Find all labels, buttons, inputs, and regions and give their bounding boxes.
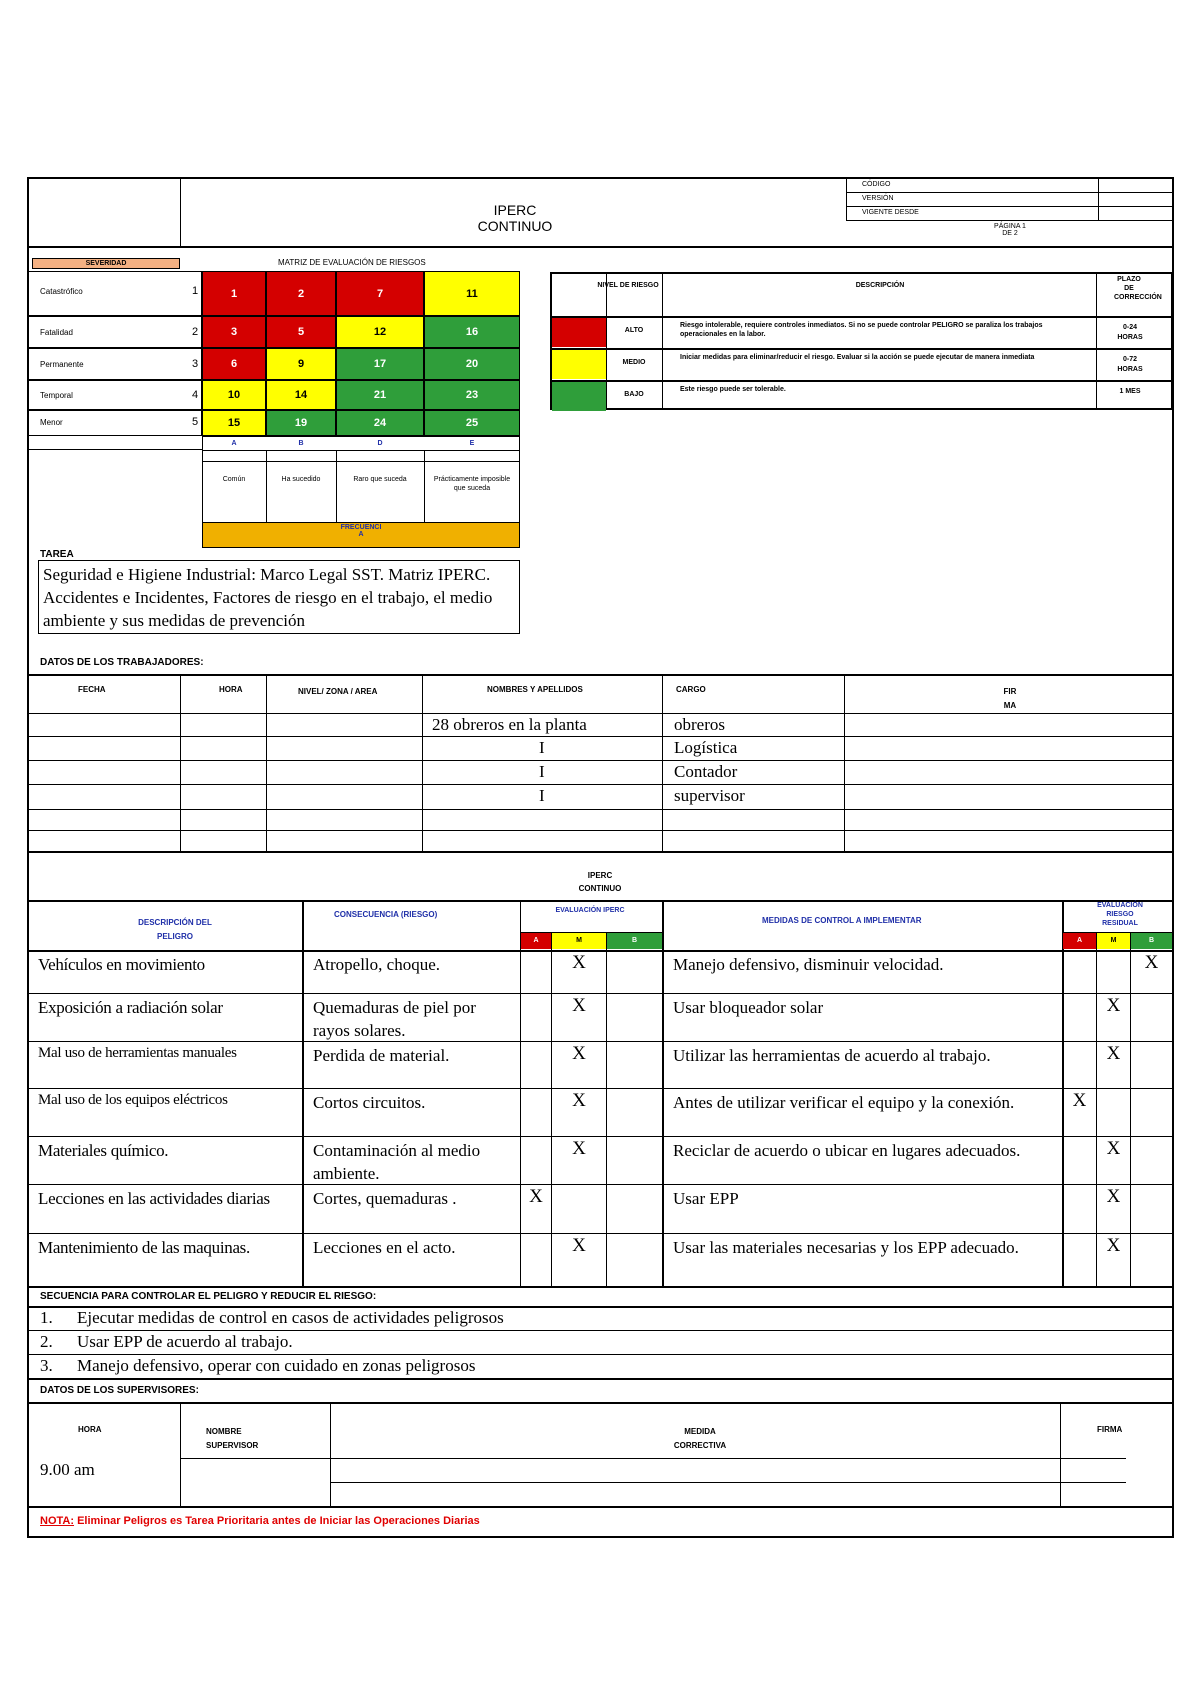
- matrix-cell: 24: [336, 410, 424, 436]
- matrix-cell: 19: [266, 410, 336, 436]
- residual-mark: X: [1106, 995, 1121, 1016]
- page-number: PÁGINA 1 DE 2: [994, 223, 1026, 237]
- hazard-peligro: Mal uso de herramientas manuales: [38, 1045, 237, 1061]
- hazard-row-divider: [28, 1184, 1173, 1185]
- frequency-letter: B: [298, 440, 304, 447]
- matrix-cell: 15: [202, 410, 266, 436]
- sequence-item: Ejecutar medidas de control en casos de actividades peligrosos: [77, 1308, 504, 1327]
- hazards-header-peligro: DESCRIPCIÓN DEL PELIGRO: [138, 918, 212, 941]
- frequency-letter: E: [469, 440, 475, 447]
- hazard-consecuencia: Cortos circuitos.: [313, 1093, 426, 1112]
- severity-number: 2: [192, 326, 199, 338]
- hazard-row-divider: [28, 1233, 1173, 1234]
- severity-number: 4: [192, 389, 199, 401]
- hazard-peligro: Mantenimiento de las maquinas.: [38, 1238, 250, 1257]
- risk-level-swatch: [552, 350, 606, 379]
- matrix-cell: 3: [202, 316, 266, 348]
- matrix-title: MATRIZ DE EVALUACIÓN DE RIESGOS: [278, 258, 426, 267]
- risk-level-plazo: 1 MES: [1119, 388, 1141, 395]
- eval-mark: X: [572, 995, 586, 1016]
- frequency-letter: D: [377, 440, 383, 447]
- frequency-divider: [424, 450, 425, 522]
- hazard-medida: Usar las materiales necesarias y los EPP adecuado.: [673, 1238, 1019, 1257]
- residual-mark: X: [1106, 1235, 1121, 1256]
- sequence-number: 3.: [40, 1356, 53, 1375]
- sup-header-firma: FIRMA: [1097, 1425, 1123, 1434]
- residual-b-header: B: [1131, 933, 1172, 949]
- risk-level-name: ALTO: [624, 327, 644, 334]
- frequency-divider: [266, 450, 267, 522]
- risk-level-plazo: 0-72 HORAS: [1117, 356, 1143, 373]
- tarea-label: TAREA: [40, 549, 74, 560]
- matrix-cell: 16: [424, 316, 520, 348]
- worker-name: I: [539, 786, 545, 805]
- matrix-cell: 25: [424, 410, 520, 436]
- worker-cargo: obreros: [674, 715, 725, 734]
- risk-level-description: Riesgo intolerable, requiere controles inmediatos. Si no se puede controlar PELIGRO se paraliza los trabajos operacionales en la labor.: [680, 322, 1043, 338]
- matrix-cell: 12: [336, 316, 424, 348]
- meta-vigente-label: VIGENTE DESDE: [862, 209, 919, 216]
- hazard-peligro: Lecciones en las actividades diarias: [38, 1189, 270, 1208]
- sup-header-nombre: NOMBRE SUPERVISOR: [206, 1427, 259, 1450]
- sequence-item: Usar EPP de acuerdo al trabajo.: [77, 1332, 293, 1351]
- sequence-number: 1.: [40, 1308, 53, 1327]
- risk-level-plazo: 0-24 HORAS: [1117, 324, 1143, 341]
- hazard-row-divider: [28, 1088, 1173, 1089]
- hazard-medida: Utilizar las herramientas de acuerdo al trabajo.: [673, 1046, 991, 1065]
- risk-level-description: Iniciar medidas para eliminar/reducir el riesgo. Evaluar si la acción se puede ejecutar de manera inmediata: [680, 354, 1035, 361]
- hazard-medida: Usar bloqueador solar: [673, 998, 824, 1017]
- hazard-medida: Usar EPP: [673, 1189, 739, 1208]
- worker-name: 28 obreros en la planta: [432, 715, 587, 734]
- matrix-cell: 14: [266, 380, 336, 410]
- eval-mark: X: [572, 952, 586, 973]
- hazard-consecuencia: Perdida de material.: [313, 1046, 450, 1065]
- sequence-item: Manejo defensivo, operar con cuidado en zonas peligrosos: [77, 1356, 476, 1375]
- hazard-consecuencia: Cortes, quemaduras .: [313, 1189, 457, 1208]
- severity-label-4: Temporal: [40, 391, 73, 400]
- sequence-number: 2.: [40, 1332, 53, 1351]
- eval-a-header: A: [521, 933, 551, 949]
- nota-text: Eliminar Peligros es Tarea Prioritaria antes de Iniciar las Operaciones Diarias: [74, 1515, 480, 1527]
- frequency-description: Prácticamente imposible que suceda: [433, 476, 511, 492]
- hazard-peligro: Exposición a radiación solar: [38, 998, 223, 1017]
- risk-level-name: BAJO: [624, 391, 644, 398]
- severity-label-1: Catastrófico: [40, 287, 83, 296]
- risk-level-name: MEDIO: [622, 359, 646, 366]
- hazard-consecuencia: Lecciones en el acto.: [313, 1238, 456, 1257]
- workers-header-cargo: CARGO: [676, 685, 706, 694]
- hazard-consecuencia: Quemaduras de piel por rayos solares.: [313, 998, 476, 1040]
- severity-label-3: Permanente: [40, 360, 84, 369]
- nota: [40, 1515, 480, 1527]
- matrix-cell: 20: [424, 348, 520, 380]
- hazards-header-evaluacion: EVALUACIÓN IPERC: [555, 907, 625, 914]
- eval-mark: X: [572, 1235, 586, 1256]
- worker-name: I: [539, 738, 545, 757]
- hazard-row-divider: [28, 1041, 1173, 1042]
- levels-header-plazo: PLAZO DE CORRECCIÓN: [1114, 276, 1162, 301]
- eval-mark: X: [529, 1186, 543, 1207]
- hazard-peligro: Vehículos en movimiento: [38, 955, 205, 974]
- meta-codigo-label: CÓDIGO: [862, 181, 891, 188]
- hazard-row-divider: [28, 1136, 1173, 1137]
- frequency-label: FRECUENCI A: [340, 524, 382, 538]
- severity-label-5: Menor: [40, 418, 63, 427]
- workers-section-label: DATOS DE LOS TRABAJADORES:: [40, 657, 204, 668]
- residual-a-header: A: [1063, 933, 1096, 949]
- sup-header-medida: MEDIDA CORRECTIVA: [673, 1427, 727, 1450]
- hazard-row-divider: [28, 993, 1173, 994]
- sup-hora-value: 9.00 am: [40, 1460, 95, 1479]
- meta-version-label: VERSIÓN: [862, 195, 894, 202]
- residual-mark: X: [1106, 1043, 1121, 1064]
- residual-mark: X: [1106, 1138, 1121, 1159]
- matrix-cell: 9: [266, 348, 336, 380]
- hazard-consecuencia: Contaminación al medio ambiente.: [313, 1141, 481, 1183]
- severity-number: 5: [192, 416, 199, 428]
- workers-header-nivel: NIVEL/ ZONA / AREA: [298, 687, 378, 696]
- worker-cargo: Contador: [674, 762, 738, 781]
- sup-header-hora: HORA: [78, 1425, 102, 1434]
- eval-m-header: M: [552, 933, 606, 949]
- nota-label: NOTA:: [40, 1515, 75, 1527]
- hazard-medida: Reciclar de acuerdo o ubicar en lugares adecuados.: [673, 1141, 1021, 1160]
- risk-level-swatch: [552, 382, 606, 411]
- residual-mark: X: [1106, 1186, 1121, 1207]
- hazards-title: IPERC CONTINUO: [578, 871, 622, 893]
- form-title: IPERC CONTINUO: [477, 202, 553, 234]
- hazard-medida: Antes de utilizar verificar el equipo y la conexión.: [673, 1093, 1015, 1112]
- eval-mark: X: [572, 1090, 586, 1111]
- tarea-text: Seguridad e Higiene Industrial: Marco Legal SST. Matriz IPERC. Accidentes e Incidentes, Factores de riesgo en el trabajo, el medio ambiente y sus medidas de prevención: [38, 560, 520, 634]
- matrix-cell: 7: [336, 271, 424, 316]
- matrix-cell: 6: [202, 348, 266, 380]
- matrix-cell: 21: [336, 380, 424, 410]
- matrix-cell: 10: [202, 380, 266, 410]
- eval-b-header: B: [607, 933, 662, 949]
- matrix-cell: 11: [424, 271, 520, 316]
- worker-cargo: Logística: [674, 738, 738, 757]
- hazards-header-residual: EVALUACIÓN RIESGO RESIDUAL: [1097, 902, 1143, 927]
- matrix-cell: 1: [202, 271, 266, 316]
- supervisors-section-label: DATOS DE LOS SUPERVISORES:: [40, 1385, 199, 1396]
- worker-name: I: [539, 762, 545, 781]
- workers-header-fecha: FECHA: [78, 685, 106, 694]
- frequency-letter: A: [231, 440, 237, 447]
- risk-level-swatch: [552, 318, 606, 347]
- workers-header-firma: FIR MA: [1003, 687, 1017, 710]
- residual-mark: X: [1072, 1090, 1087, 1111]
- severity-number: 1: [192, 285, 199, 297]
- worker-cargo: supervisor: [674, 786, 745, 805]
- risk-level-description: Este riesgo puede ser tolerable.: [680, 386, 786, 393]
- sequence-label: SECUENCIA PARA CONTROLAR EL PELIGRO Y REDUCIR EL RIESGO:: [40, 1291, 377, 1302]
- severity-label-2: Fatalidad: [40, 328, 73, 337]
- matrix-cell: 2: [266, 271, 336, 316]
- hazards-header-medidas: MEDIDAS DE CONTROL A IMPLEMENTAR: [762, 916, 922, 925]
- hazard-peligro: Materiales químico.: [38, 1141, 169, 1160]
- workers-header-nombres: NOMBRES Y APELLIDOS: [487, 685, 583, 694]
- levels-header-nivel: NIVEL DE RIESGO: [597, 282, 659, 289]
- severity-number: 3: [192, 358, 199, 370]
- severity-label: SEVERIDAD: [32, 258, 180, 269]
- levels-header-desc: DESCRIPCIÓN: [855, 282, 905, 289]
- frequency-description: Raro que suceda: [353, 476, 407, 483]
- eval-mark: X: [572, 1138, 586, 1159]
- eval-mark: X: [572, 1043, 586, 1064]
- matrix-cell: 5: [266, 316, 336, 348]
- frequency-description: Común: [222, 476, 246, 483]
- hazard-peligro: Mal uso de los equipos eléctricos: [38, 1092, 228, 1108]
- residual-m-header: M: [1097, 933, 1130, 949]
- residual-mark: X: [1144, 952, 1159, 973]
- frequency-divider: [336, 450, 337, 522]
- hazards-header-consecuencia: CONSECUENCIA (RIESGO): [334, 910, 438, 919]
- frequency-description: Ha sucedido: [281, 476, 321, 483]
- hazard-medida: Manejo defensivo, disminuir velocidad.: [673, 955, 944, 974]
- hazard-consecuencia: Atropello, choque.: [313, 955, 440, 974]
- matrix-cell: 23: [424, 380, 520, 410]
- matrix-cell: 17: [336, 348, 424, 380]
- workers-header-hora: HORA: [219, 685, 243, 694]
